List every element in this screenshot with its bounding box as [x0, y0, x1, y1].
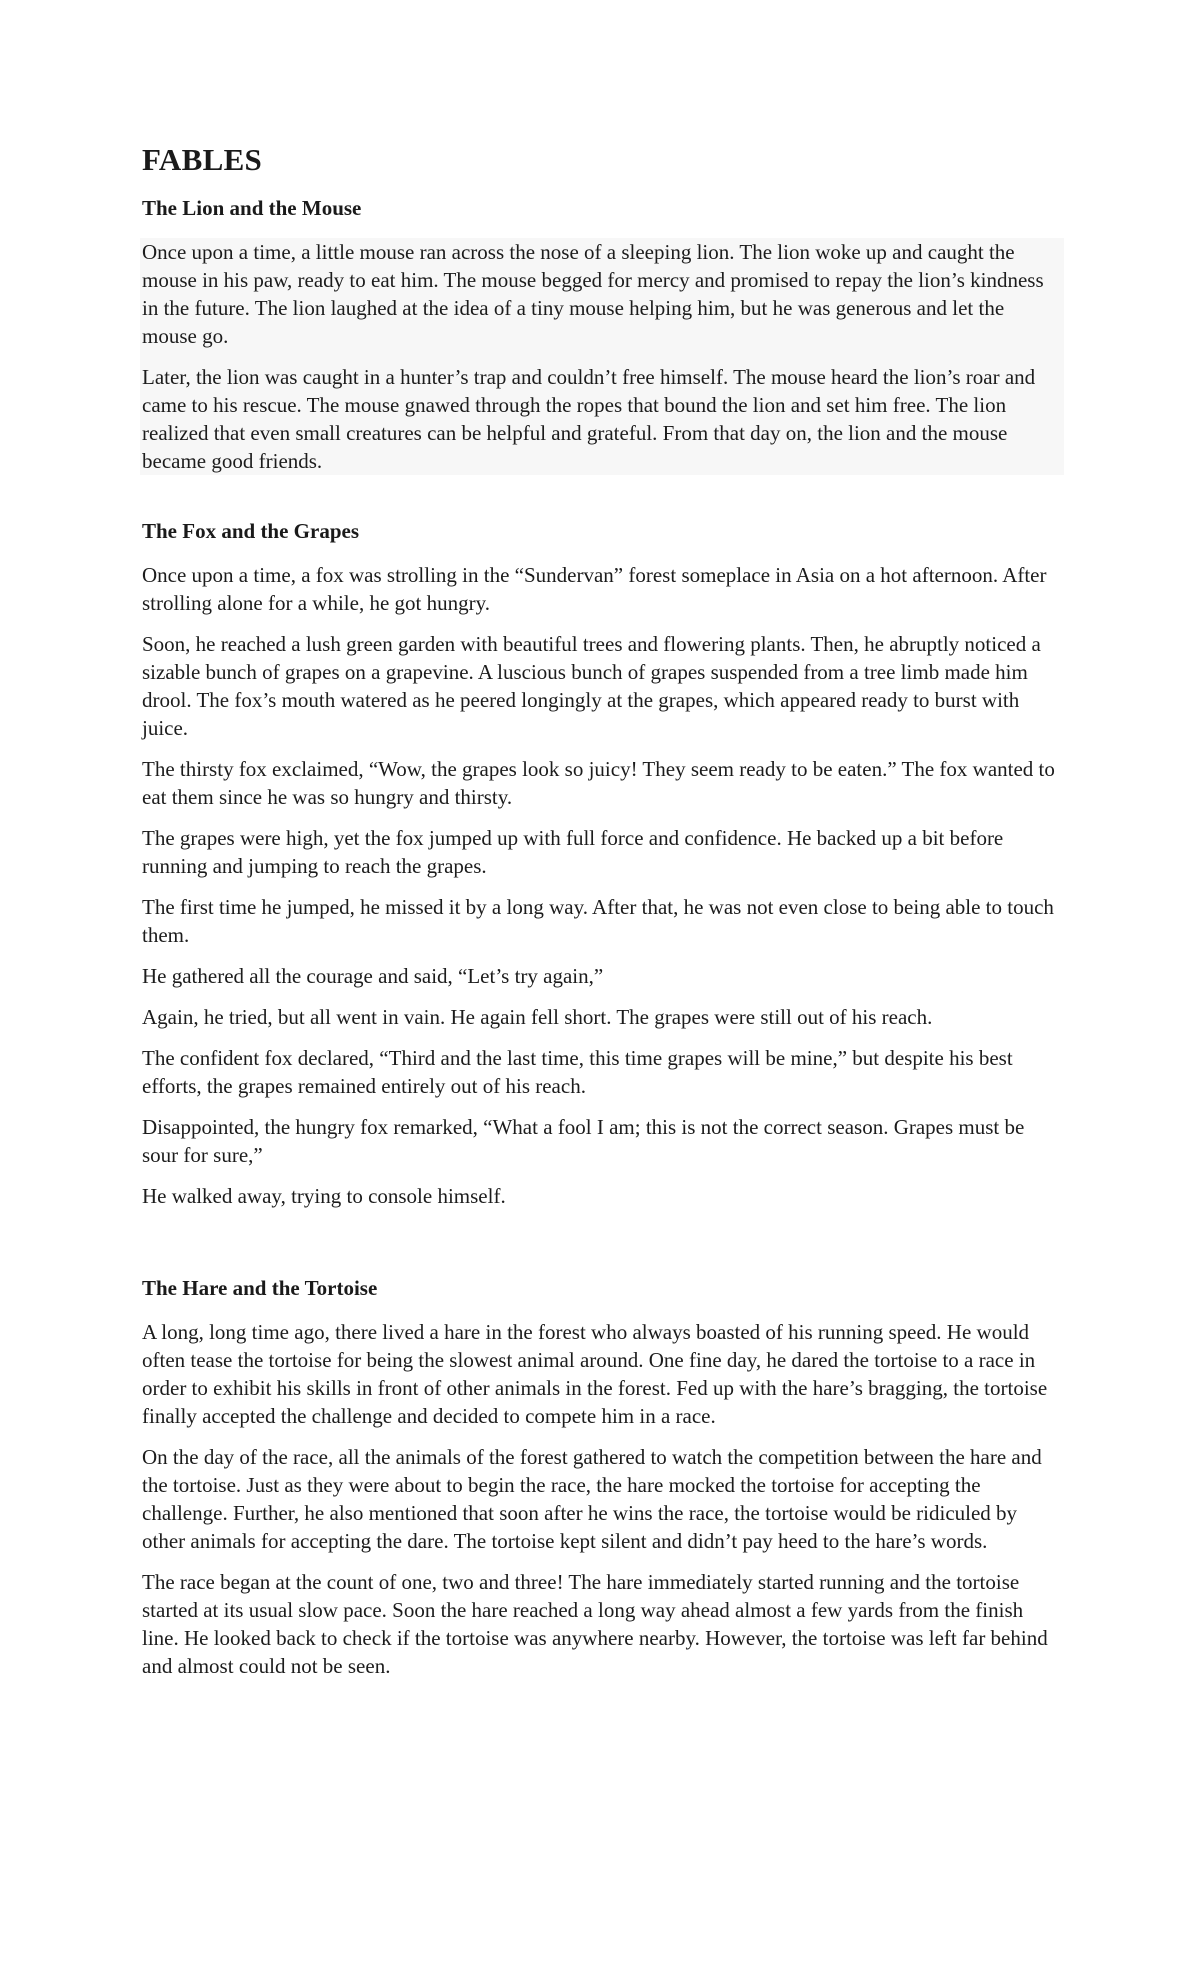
- paragraph: Once upon a time, a little mouse ran across the nose of a sleeping lion. The lion woke up and caught the mouse in his paw, ready to eat him. The mouse begged for mercy and promised to repay the lion’s kindness in the future. The lion laughed at the idea of a tiny mouse helping him, but he was generous and let the mouse go.: [142, 240, 1044, 348]
- fable-title: The Fox and the Grapes: [142, 519, 360, 543]
- paragraph: A long, long time ago, there lived a hare in the forest who always boasted of his running speed. He would often tease the tortoise for being the slowest animal around. One fine day, he dared the tortoise to a race in order to exhibit his skills in front of other animals in the forest. Fed up with the hare’s bragging, the tortoise finally accepted the challenge and decided to compete him in a race.: [142, 1320, 1048, 1428]
- paragraph: Once upon a time, a fox was strolling in the “Sundervan” forest someplace in Asia on a hot afternoon. After strolling alone for a while, he got hungry.: [142, 563, 1047, 615]
- paragraph: The race began at the count of one, two and three! The hare immediately started running and the tortoise started at its usual slow pace. Soon the hare reached a long way ahead almost a few yards from the finish line. He looked back to check if the tortoise was anywhere nearby. However, the tortoise was left far behind and almost could not be seen.: [142, 1570, 1048, 1678]
- paragraph: He walked away, trying to console himself.: [142, 1184, 506, 1208]
- fable-hare-and-tortoise: [142, 1274, 1062, 1680]
- fable-fox-and-grapes: [142, 517, 1062, 1210]
- paragraph: The first time he jumped, he missed it by a long way. After that, he was not even close to being able to touch them.: [142, 895, 1054, 947]
- fable-title: The Hare and the Tortoise: [142, 1276, 378, 1300]
- paragraph: Soon, he reached a lush green garden with beautiful trees and flowering plants. Then, he abruptly noticed a sizable bunch of grapes on a grapevine. A luscious bunch of grapes suspended from a tree limb made him drool. The fox’s mouth watered as he peered longingly at the grapes, which appeared ready to burst with juice.: [142, 632, 1041, 740]
- paragraph: On the day of the race, all the animals of the forest gathered to watch the competition between the hare and the tortoise. Just as they were about to begin the race, the hare mocked the tortoise for accepting the challenge. Further, he also mentioned that soon after he wins the race, the tortoise would be ridiculed by other animals for accepting the dare. The tortoise kept silent and didn’t pay heed to the hare’s words.: [142, 1445, 1042, 1553]
- fable-lion-and-mouse: [142, 194, 1062, 475]
- paragraph: Later, the lion was caught in a hunter’s trap and couldn’t free himself. The mouse heard the lion’s roar and came to his rescue. The mouse gnawed through the ropes that bound the lion and set him free. The lion realized that even small creatures can be helpful and grateful. From that day on, the lion and the mouse became good friends.: [142, 365, 1036, 473]
- paragraph: The thirsty fox exclaimed, “Wow, the grapes look so juicy! They seem ready to be eaten.” The fox wanted to eat them since he was so hungry and thirsty.: [142, 757, 1055, 809]
- document-page: [142, 140, 1062, 1693]
- highlighted-block: [140, 238, 1064, 475]
- paragraph: Disappointed, the hungry fox remarked, “What a fool I am; this is not the correct season. Grapes must be sour for sure,”: [142, 1115, 1025, 1167]
- paragraph: Again, he tried, but all went in vain. He again fell short. The grapes were still out of his reach.: [142, 1005, 933, 1029]
- document-title: FABLES: [142, 142, 263, 177]
- paragraph: The confident fox declared, “Third and the last time, this time grapes will be mine,” but despite his best efforts, the grapes remained entirely out of his reach.: [142, 1046, 1013, 1098]
- paragraph: The grapes were high, yet the fox jumped up with full force and confidence. He backed up a bit before running and jumping to reach the grapes.: [142, 826, 1004, 878]
- paragraph: He gathered all the courage and said, “Let’s try again,”: [142, 964, 604, 988]
- fable-title: The Lion and the Mouse: [142, 196, 362, 220]
